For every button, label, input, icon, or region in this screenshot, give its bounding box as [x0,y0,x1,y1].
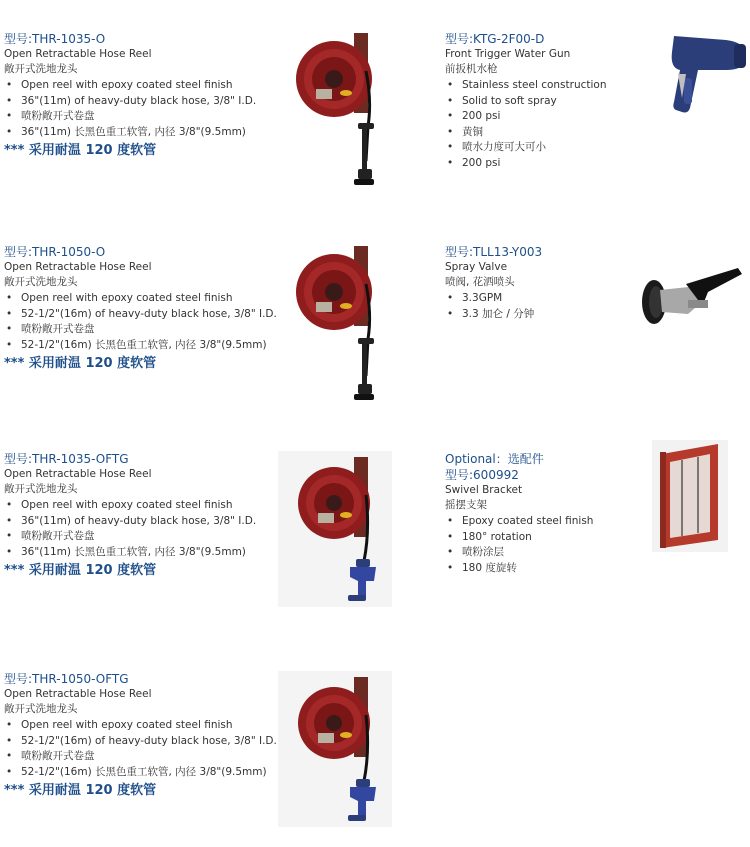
feature-item: • 喷粉敞开式卷盘 [4,109,256,125]
hose-temp-note: *** 采用耐温 120 度软管 [4,143,157,158]
product-name-cn: 前扳机水枪 [445,63,498,75]
product-thr-1035-o [4,31,256,160]
product-name-en: Open Retractable Hose Reel [4,261,152,273]
optional-label: Optional：选配件 [445,452,544,466]
feature-list [445,291,542,322]
product-name-en: Open Retractable Hose Reel [4,688,152,700]
feature-item: • 180° rotation [445,530,593,546]
feature-item: • Epoxy coated steel finish [445,514,593,530]
feature-item: • 52-1/2"(16m) 长黑色重工软管, 内径 3/8"(9.5mm) [4,338,277,354]
feature-item: • Stainless steel construction [445,78,607,94]
model-number: 型号:THR-1050-OFTG [4,672,129,686]
model-number: 型号:KTG-2F00-D [445,32,545,46]
feature-item: • 52-1/2"(16m) of heavy-duty black hose, 3/8" I.D. [4,307,277,323]
product-thr-1035-oftg [4,451,256,580]
product-600992 [445,451,593,576]
hose-temp-note: *** 采用耐温 120 度软管 [4,356,157,371]
product-ktg-2f00-d [445,31,607,171]
hose-reel-with-gun-image [278,671,392,827]
model-number: 型号:600992 [445,468,519,482]
product-name-en: Open Retractable Hose Reel [4,468,152,480]
product-tll13-y003 [445,244,542,322]
feature-item: • 52-1/2"(16m) 长黑色重工软管, 内径 3/8"(9.5mm) [4,765,277,781]
feature-item: • 喷粉敞开式卷盘 [4,749,277,765]
hose-reel-image [288,31,388,191]
feature-item: • Solid to soft spray [445,94,607,110]
feature-item: • Open reel with epoxy coated steel finish [4,718,277,734]
model-number: 型号:THR-1050-O [4,245,106,259]
product-name-en: Front Trigger Water Gun [445,48,571,60]
product-name-en: Swivel Bracket [445,484,523,496]
product-name-cn: 敞开式洗地龙头 [4,703,78,715]
hose-temp-note: *** 采用耐温 120 度软管 [4,783,157,798]
spray-valve-image [638,262,744,332]
feature-list [4,78,256,140]
product-name-en: Open Retractable Hose Reel [4,48,152,60]
feature-item: • 喷粉敞开式卷盘 [4,322,277,338]
feature-item: • 36"(11m) 长黑色重工软管, 内径 3/8"(9.5mm) [4,125,256,141]
feature-item: • 36"(11m) 长黑色重工软管, 内径 3/8"(9.5mm) [4,545,256,561]
feature-item: • 36"(11m) of heavy-duty black hose, 3/8" I.D. [4,514,256,530]
hose-temp-note: *** 采用耐温 120 度软管 [4,563,157,578]
model-number: 型号:THR-1035-OFTG [4,452,129,466]
feature-item: • 36"(11m) of heavy-duty black hose, 3/8" I.D. [4,94,256,110]
feature-item: • 180 度旋转 [445,561,593,577]
product-thr-1050-o [4,244,277,373]
feature-item: • Open reel with epoxy coated steel finish [4,78,256,94]
hose-reel-image [288,244,388,406]
product-name-en: Spray Valve [445,261,508,273]
feature-item: • 3.3 加仑 / 分钟 [445,307,542,323]
product-name-cn: 敞开式洗地龙头 [4,276,78,288]
feature-list [4,498,256,560]
swivel-bracket-image [652,440,728,552]
feature-item: • 喷粉涂层 [445,545,593,561]
product-name-cn: 敞开式洗地龙头 [4,483,78,495]
feature-list [445,78,607,171]
feature-list [4,291,277,353]
feature-item: • Open reel with epoxy coated steel finish [4,291,277,307]
feature-list [445,514,593,576]
water-gun-image [664,28,748,118]
feature-item: • 喷粉敞开式卷盘 [4,529,256,545]
feature-item: • 3.3GPM [445,291,542,307]
feature-item: • 200 psi [445,156,607,172]
feature-list [4,718,277,780]
feature-item: • Open reel with epoxy coated steel finish [4,498,256,514]
product-name-cn: 喷阀, 花洒喷头 [445,276,515,288]
product-name-cn: 敞开式洗地龙头 [4,63,78,75]
feature-item: • 52-1/2"(16m) of heavy-duty black hose, 3/8" I.D. [4,734,277,750]
model-number: 型号:THR-1035-O [4,32,106,46]
feature-item: • 200 psi [445,109,607,125]
feature-item: • 喷水力度可大可小 [445,140,607,156]
feature-item: • 黄铜 [445,125,607,141]
model-number: 型号:TLL13-Y003 [445,245,543,259]
product-name-cn: 摇摆支架 [445,499,487,511]
product-thr-1050-oftg [4,671,277,800]
hose-reel-with-gun-image [278,451,392,607]
